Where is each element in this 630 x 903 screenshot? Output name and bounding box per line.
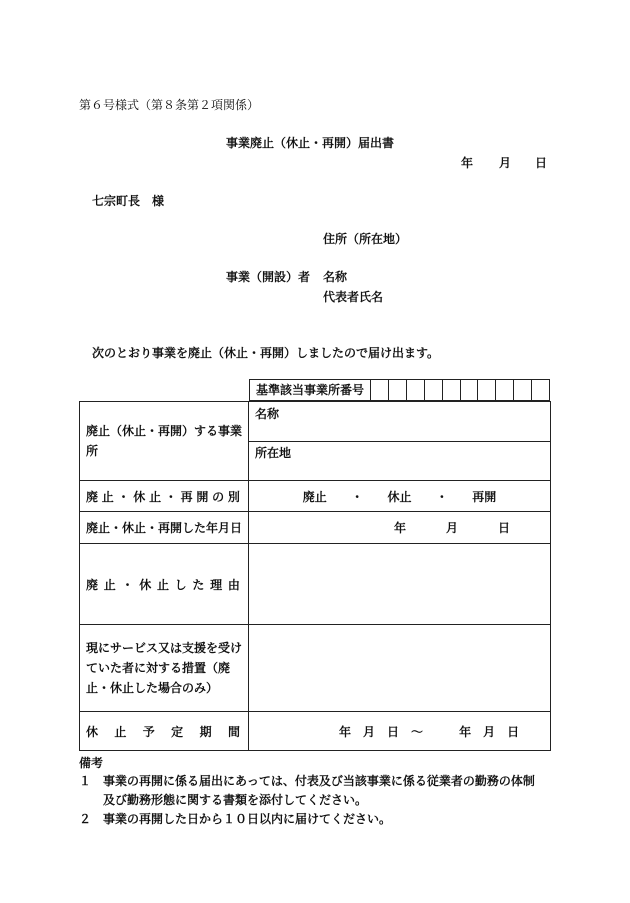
number-digit-cell[interactable]	[425, 380, 443, 400]
note-item	[79, 772, 535, 789]
note-number: １	[79, 774, 92, 788]
period-header	[80, 712, 249, 751]
option-abolish[interactable]: 廃止	[302, 489, 327, 504]
period-start-day: 日	[387, 724, 400, 739]
header-char: 止	[101, 489, 114, 504]
header-char: 休	[139, 577, 152, 592]
note-item-continued	[103, 791, 367, 808]
note-line: 及び勤務形態に関する書類を添付してください。	[103, 793, 368, 807]
period-start-month: 月	[363, 724, 376, 739]
number-digit-cell[interactable]	[443, 380, 461, 400]
type-header-label	[86, 488, 248, 505]
period-start-year: 年	[339, 724, 352, 739]
header-char: 廃	[86, 577, 99, 592]
establishment-fields	[249, 402, 551, 481]
period-field[interactable]	[249, 712, 551, 751]
header-char: ・	[117, 489, 130, 504]
establishment-location-label: 所在地	[255, 446, 292, 460]
option-separator: ・	[351, 489, 364, 504]
measures-field[interactable]	[249, 625, 551, 712]
operator-role-label: 事業（開設）者	[226, 270, 311, 284]
address-label: 住所（所在地）	[323, 232, 408, 246]
row-reason	[80, 544, 551, 625]
reason-header	[80, 544, 249, 625]
representative-name-label: 代表者氏名	[323, 290, 384, 304]
date-day-label: 日	[535, 156, 548, 170]
reason-field[interactable]	[249, 544, 551, 625]
header-char: 廃	[86, 489, 99, 504]
date-day: 日	[498, 521, 511, 535]
statement-text: 次のとおり事業を廃止（休止・再開）しましたので届け出ます。	[92, 346, 440, 360]
header-char: 止	[103, 577, 116, 592]
header-char: ・	[121, 577, 134, 592]
note-item	[79, 810, 391, 827]
row-type	[80, 481, 551, 512]
header-char: 定	[171, 724, 184, 739]
addressee-honorific: 様	[152, 194, 165, 208]
note-line: 事業の再開した日から１０日以内に届けてください。	[103, 812, 392, 826]
row-measures	[80, 625, 551, 712]
number-digit-cell[interactable]	[407, 380, 425, 400]
note-number: ２	[79, 812, 92, 826]
addressee	[92, 192, 164, 209]
header-char: 由	[227, 577, 240, 592]
operator-name-label: 名称	[323, 270, 348, 284]
period-end-month: 月	[483, 724, 496, 739]
header-char: 再	[180, 489, 193, 504]
form-identifier: 第６号様式（第８条第２項関係）	[79, 98, 260, 112]
header-char: 止	[114, 724, 127, 739]
row-date	[80, 512, 551, 544]
number-digit-cell[interactable]	[389, 380, 407, 400]
number-digit-cell[interactable]	[496, 380, 514, 400]
header-line: 現にサービス又は支援を受け	[86, 641, 243, 655]
header-char: 別	[227, 489, 240, 504]
header-line: 止・休止した場合のみ）	[86, 681, 219, 695]
date-year: 年	[394, 521, 407, 535]
type-field[interactable]	[249, 481, 551, 512]
header-char: 止	[149, 489, 162, 504]
header-char: 開	[196, 489, 209, 504]
period-end-year: 年	[459, 724, 472, 739]
date-header-label: 廃止・休止・再開した年月日	[86, 521, 243, 535]
establishment-header	[80, 402, 249, 481]
header-char: 間	[227, 724, 240, 739]
reason-header-label	[86, 576, 248, 593]
measures-header	[80, 625, 249, 712]
header-char: 期	[199, 724, 212, 739]
row-period	[80, 712, 551, 751]
type-header	[80, 481, 249, 512]
establishment-location-field[interactable]	[249, 441, 550, 479]
option-resume[interactable]: 再開	[472, 489, 497, 504]
notification-table	[79, 401, 551, 751]
header-char: の	[212, 489, 225, 504]
header-char: 休	[133, 489, 146, 504]
period-end-day: 日	[507, 724, 520, 739]
addressee-name: 七宗町長	[92, 194, 141, 208]
header-line: 所	[86, 444, 99, 458]
date-month-label: 月	[499, 156, 512, 170]
establishment-name-label: 名称	[255, 407, 280, 421]
number-digit-cell[interactable]	[532, 380, 549, 400]
date-month: 月	[446, 521, 459, 535]
header-char: 予	[142, 724, 155, 739]
document-title: 事業廃止（休止・再開）届出書	[226, 136, 395, 150]
date-header	[80, 512, 249, 544]
date-year-label: 年	[461, 156, 474, 170]
notes-title: 備考	[79, 756, 104, 770]
number-digit-cell[interactable]	[461, 380, 479, 400]
period-header-label	[86, 723, 248, 740]
number-digit-cell[interactable]	[371, 380, 389, 400]
header-char: し	[174, 577, 187, 592]
option-suspend[interactable]: 休止	[387, 489, 412, 504]
header-char: ・	[164, 489, 177, 504]
header-line: 廃止（休止・再開）する事業	[86, 424, 243, 438]
number-digit-cell[interactable]	[514, 380, 532, 400]
date-field[interactable]	[249, 512, 551, 544]
establishment-name-field[interactable]	[249, 403, 550, 441]
header-char: 理	[210, 577, 223, 592]
establishment-number-box	[249, 379, 550, 401]
option-separator: ・	[435, 489, 448, 504]
period-tilde: ～	[411, 724, 424, 739]
header-line: ていた者に対する措置（廃	[86, 661, 231, 675]
note-line: 事業の再開に係る届出にあっては、付表及び当該事業に係る従業者の勤務の体制	[103, 774, 535, 788]
establishment-number-label: 基準該当事業所番号	[250, 380, 371, 400]
number-digit-cell[interactable]	[478, 380, 496, 400]
header-char: た	[192, 577, 205, 592]
header-char: 休	[86, 724, 99, 739]
row-establishment	[80, 402, 551, 481]
header-char: 止	[156, 577, 169, 592]
